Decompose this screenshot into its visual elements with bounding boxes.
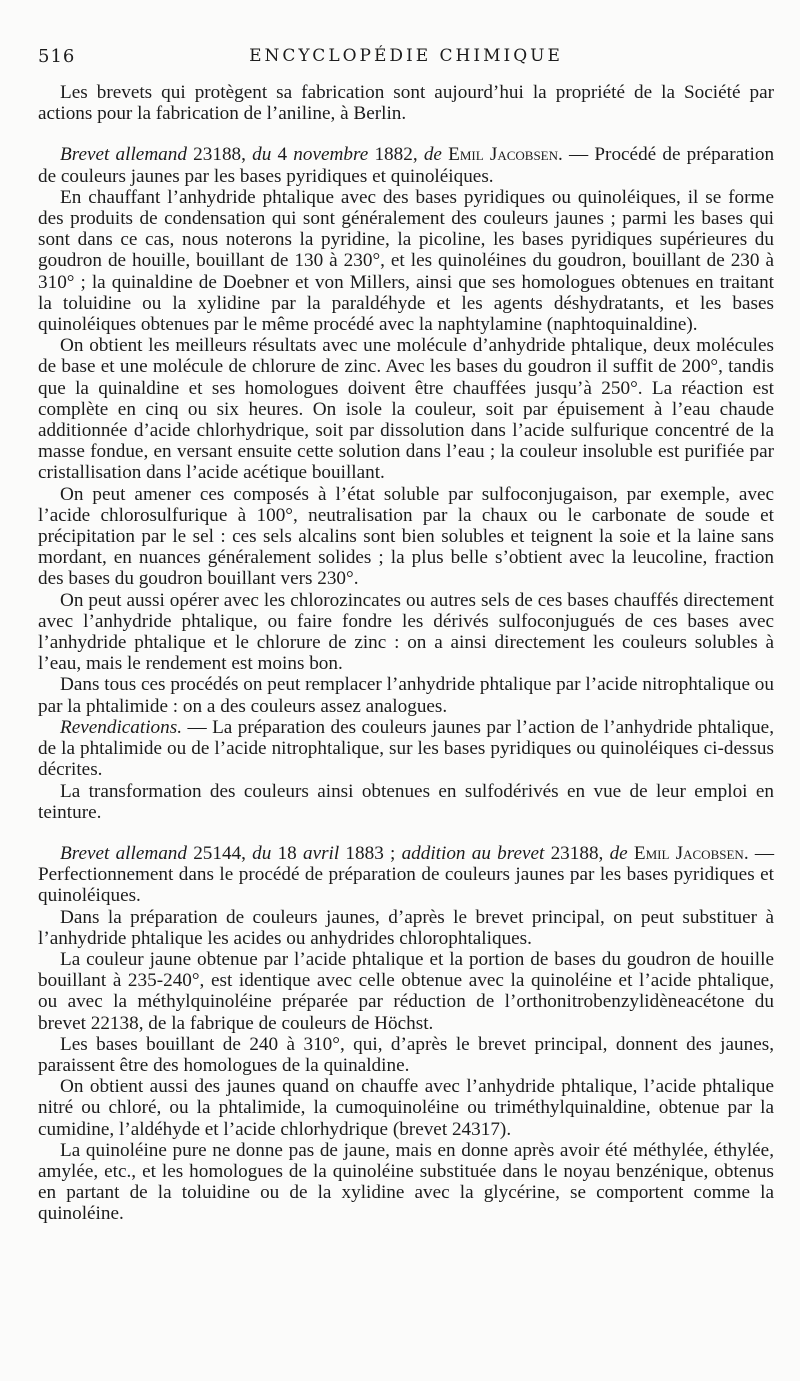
- paragraph: Dans tous ces procédés on peut remplacer l’anhydride phtalique par l’acide nitrophtalique ou par la phtalimide : on a des couleurs assez analogues.: [38, 674, 774, 717]
- patent-label: Brevet allemand: [60, 144, 187, 166]
- patent-author: Emil Jacobsen: [627, 842, 744, 864]
- paragraph: La transformation des couleurs ainsi obtenues en sulfodérivés en vue de leur emploi en teinture.: [38, 780, 774, 823]
- claims-paragraph: Revendications. — La préparation des couleurs jaunes par l’action de l’anhydride phtalique, de la phtalimide ou de l’acide nitrophtalique, sur les bases pyridiques ou quinoléiques ci-dessus décrites.: [38, 716, 774, 781]
- patent-label: Brevet allemand: [60, 842, 187, 864]
- paragraph: On peut amener ces composés à l’état soluble par sulfoconjugaison, par exemple, avec l’acide chlorosulfurique à 100°, neutralisation par la chaux ou le carbonate de soude et précipitation par le sel : ces sels alcalins sont bien solubles et teignent la soie et la laine sans mordant, en nuances généralement solides ; la plus belle s’obtient avec la leucoline, fraction des bases du goudron bouillant vers 230°.: [38, 483, 774, 590]
- patent-heading: Brevet allemand 23188, du 4 novembre 1882, de Emil Jacobsen. — Procédé de préparation de couleurs jaunes par les bases pyridiques et quinoléiques.: [38, 144, 775, 187]
- paragraph: Dans la préparation de couleurs jaunes, d’après le brevet principal, on peut substituer à l’anhydride phtalique les acides ou anhydrides chlorophtaliques.: [38, 906, 774, 949]
- body-text: [38, 82, 774, 1225]
- paragraph: On obtient aussi des jaunes quand on chauffe avec l’anhydride phtalique, l’acide phtalique nitré ou chloré, ou la phtalimide, la cumoquinoléine ou triméthylquinaldine, obtenue par la cumidine, l’aldéhyde et l’acide chlorhydrique (brevet 24317).: [38, 1076, 774, 1140]
- page-number: 516: [38, 46, 76, 67]
- paragraph: La couleur jaune obtenue par l’acide phtalique et la portion de bases du goudron de houille bouillant à 235-240°, est identique avec celle obtenue avec la quinoléine et l’acide phtalique, ou avec la méthylquinoléine préparée par réduction de l’orthonitrobenzylidèneacétone du brevet 22138, de la fabrique de couleurs de Höchst.: [38, 948, 774, 1034]
- page-header: [38, 40, 774, 70]
- paragraph: Les brevets qui protègent sa fabrication sont aujourd’hui la propriété de la Société par actions pour la fabrication de l’aniline, à Berlin.: [38, 82, 774, 125]
- patent-author: Emil Jacobsen: [441, 144, 559, 166]
- claims-label: Revendications.: [60, 716, 183, 738]
- running-title: ENCYCLOPÉDIE CHIMIQUE: [249, 46, 563, 66]
- paragraph: On peut aussi opérer avec les chlorozincates ou autres sels de ces bases chauffés directement avec l’anhydride phtalique, ou faire fondre les dérivés sulfoconjugués de ces bases avec l’anhydride phtalique et le chlorure de zinc : on a ainsi directement les couleurs solubles à l’eau, mais le rendement est moins bon.: [38, 589, 774, 675]
- paragraph: En chauffant l’anhydride phtalique avec des bases pyridiques ou quinoléiques, il se forme des produits de condensation qui sont généralement des couleurs jaunes ; parmi les bases qui sont dans ce cas, nous noterons la pyridine, la picoline, les bases pyridiques supérieures du goudron de houille, bouillant de 130 à 230°, et les quinoléines du goudron, bouillant de 230 à 310° ; la quinaldine de Doebner et von Millers, ainsi que ses homologues obtenues en traitant la toluidine ou la xylidine par la paraldéhyde et les agents déshydratants, et les bases quinoléiques obtenues par le même procédé avec la naphtylamine (naphtoquinaldine).: [38, 186, 774, 336]
- patent-heading: Brevet allemand 25144, du 18 avril 1883 ; addition au brevet 23188, de Emil Jacobsen. — Perfectionnement dans le procédé de préparation de couleurs jaunes par les bases pyridiques et quinoléiques.: [38, 842, 775, 907]
- paragraph: La quinoléine pure ne donne pas de jaune, mais en donne après avoir été méthylée, éthylée, amylée, etc., et les homologues de la quinoléine substituée dans le noyau benzénique, obtenus en partant de la toluidine ou de la xylidine avec la glycérine, se comportent comme la quinoléine.: [38, 1139, 774, 1225]
- paragraph: Les bases bouillant de 240 à 310°, qui, d’après le brevet principal, donnent des jaunes, paraissent être des homologues de la quinaldine.: [38, 1033, 774, 1076]
- paragraph: On obtient les meilleurs résultats avec une molécule d’anhydride phtalique, deux molécules de base et une molécule de chlorure de zinc. Avec les bases du goudron il suffit de 200°, tandis que la quinaldine et ses homologues doivent être chauffées jusqu’à 250°. La réaction est complète en cinq ou six heures. On isole la couleur, soit par épuisement à l’eau chaude additionnée d’acide chlorhydrique, soit par dissolution dans l’acide sulfurique concentré de la masse fondue, en versant ensuite cette solution dans l’eau ; la couleur insoluble est purifiée par cristallisation dans l’acide acétique bouillant.: [38, 335, 774, 484]
